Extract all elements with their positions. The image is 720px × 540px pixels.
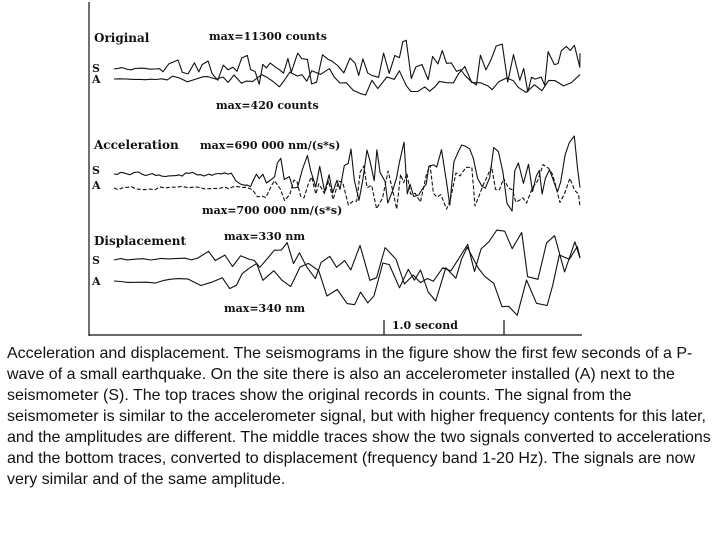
figure-caption [7, 343, 713, 490]
scale-bar-label: 1.0 second [392, 319, 458, 332]
trace-displacement-a [114, 247, 580, 316]
panel-acceleration-bottom-label: max=700 000 nm/(s*s) [202, 204, 343, 217]
seismogram-figure [84, 2, 584, 336]
panel-original-bottom-label: max=420 counts [216, 99, 319, 112]
panel-displacement-a-label: A [92, 275, 101, 288]
panel-original-top-label: max=11300 counts [209, 30, 327, 43]
panel-acceleration-top-label: max=690 000 nm/(s*s) [200, 139, 341, 152]
panel-acceleration-title: Acceleration [94, 138, 179, 152]
panel-displacement-bottom-label: max=340 nm [224, 302, 305, 315]
trace-acceleration-s [114, 136, 580, 211]
panel-displacement-title: Displacement [94, 234, 186, 248]
panel-original-s-label: S [92, 62, 100, 75]
panel-original-a-label: A [92, 73, 101, 86]
panel-original-title: Original [94, 31, 150, 45]
panel-acceleration-a-label: A [92, 179, 101, 192]
panel-acceleration-s-label: S [92, 164, 100, 177]
caption-lead: Acceleration and displacement [7, 345, 225, 362]
panel-displacement-top-label: max=330 nm [224, 230, 305, 243]
caption-body: . The seismograms in the figure show the first few seconds of a P-wave of a small earthquake. On the site there is also an accelerometer installed (A) next to the seismometer (S). The top traces show the original records in counts. The signal from the seismometer is similar to the accelerometer signal, but with higher frequency contents for this later, and the amplitudes are different. The middle traces show the two signals converted to accelerations and the bottom traces, converted to displacement (frequency band 1-20 Hz). The signals are now very similar and of the same amplitude. [7, 345, 711, 488]
panel-displacement-s-label: S [92, 254, 100, 267]
trace-acceleration-a [114, 165, 580, 210]
seismogram-plot [84, 2, 584, 336]
